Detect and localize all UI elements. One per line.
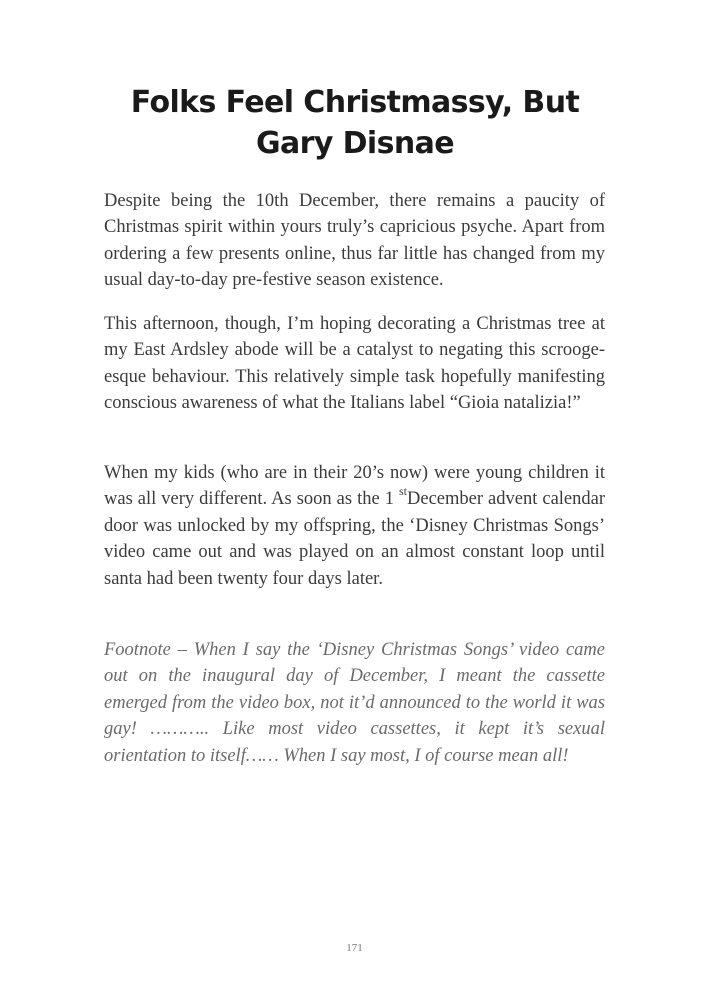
paragraph-3-text-start: When my kids (who are in their 20’s now) were young children it was all very different. As soon as the 1 [104, 463, 605, 510]
ordinal-suffix: st [399, 484, 408, 499]
paragraph-1: Despite being the 10th December, there remains a paucity of Christmas spirit within yours truly’s capricious psyche. Apart from ordering a few presents online, thus far little has changed from my usual day-to-day pre-festive season existence. [104, 191, 605, 291]
paragraph-3-text-end: December advent calendar door was unlocked by my offspring, the ‘Disney Christmas Songs’ video came out and was played on an almost constant loop until santa had been twenty four days later. [104, 489, 606, 589]
page-number: 171 [346, 942, 363, 954]
paragraph-3 [104, 460, 605, 592]
footnote: Footnote – When I say the ‘Disney Christmas Songs’ video came out on the inaugural day of December, I meant the cassette emerged from the video box, not it’d announced to the world it was gay! ……….. Like most video cassettes, it kept it’s sexual orientation to itself…… When I say most, I of course mean all! [104, 640, 605, 766]
chapter-title: Folks Feel Christmassy, But Gary Disnae [130, 85, 580, 161]
paragraph-2: This afternoon, though, I’m hoping decorating a Christmas tree at my East Ardsley abode will be a catalyst to negating this scrooge-esque behaviour. This relatively simple task hopefully manifesting conscious awareness of what the Italians label “Gioia natalizia!” [104, 314, 605, 414]
